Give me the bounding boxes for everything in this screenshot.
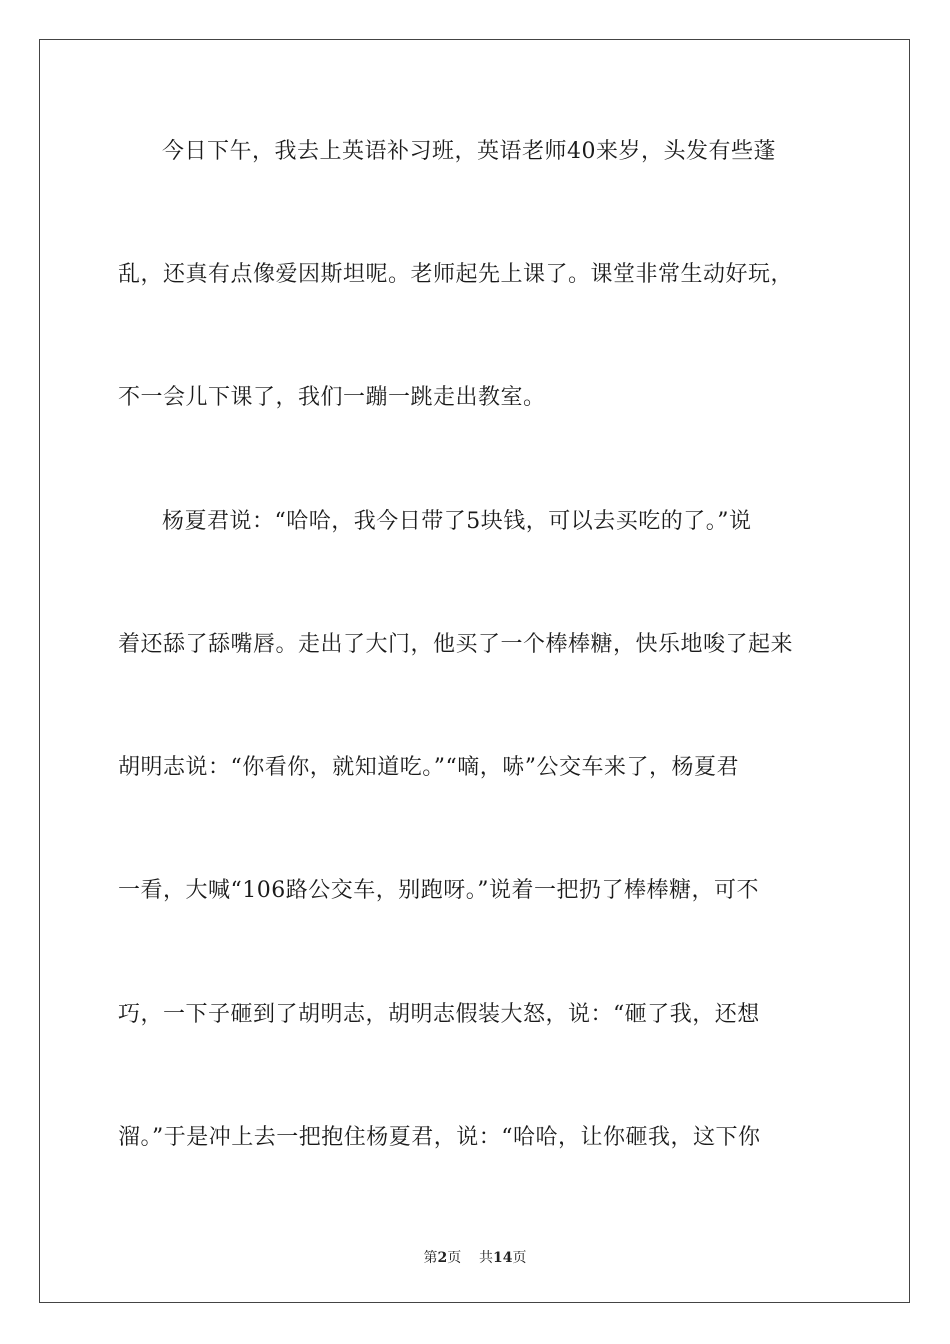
paragraph-line: 一看，大喊“106路公交车，别跑呀。”说着一把扔了棒棒糖，可不 <box>118 878 759 903</box>
paragraph-line: 胡明志说：“你看你，就知道吃。”“嘀，哧”公交车来了，杨夏君 <box>118 755 739 780</box>
page-border <box>39 39 910 1303</box>
paragraph-line: 杨夏君说：“哈哈，我今日带了5块钱，可以去买吃的了。”说 <box>162 509 752 534</box>
paragraph-line: 着还舔了舔嘴唇。走出了大门，他买了一个棒棒糖，快乐地唆了起来 <box>118 632 794 657</box>
paragraph-line: 巧，一下子砸到了胡明志，胡明志假装大怒，说：“砸了我，还想 <box>118 1002 760 1027</box>
paragraph-line: 今日下午，我去上英语补习班，英语老师40来岁，头发有些蓬 <box>162 139 776 164</box>
page-prefix: 第 <box>423 1250 438 1266</box>
total-prefix: 共 <box>479 1250 494 1266</box>
total-suffix: 页 <box>512 1250 527 1266</box>
page-current: 2 <box>437 1250 448 1266</box>
paragraph-line: 乱，还真有点像爱因斯坦呢。老师起先上课了。课堂非常生动好玩， <box>118 262 794 287</box>
page-suffix: 页 <box>447 1250 462 1266</box>
page-footer <box>0 1247 950 1267</box>
page-total: 14 <box>493 1250 513 1266</box>
paragraph-line: 不一会儿下课了，我们一蹦一跳走出教室。 <box>118 385 546 410</box>
paragraph-line: 溜。”于是冲上去一把抱住杨夏君，说：“哈哈，让你砸我，这下你 <box>118 1125 761 1150</box>
